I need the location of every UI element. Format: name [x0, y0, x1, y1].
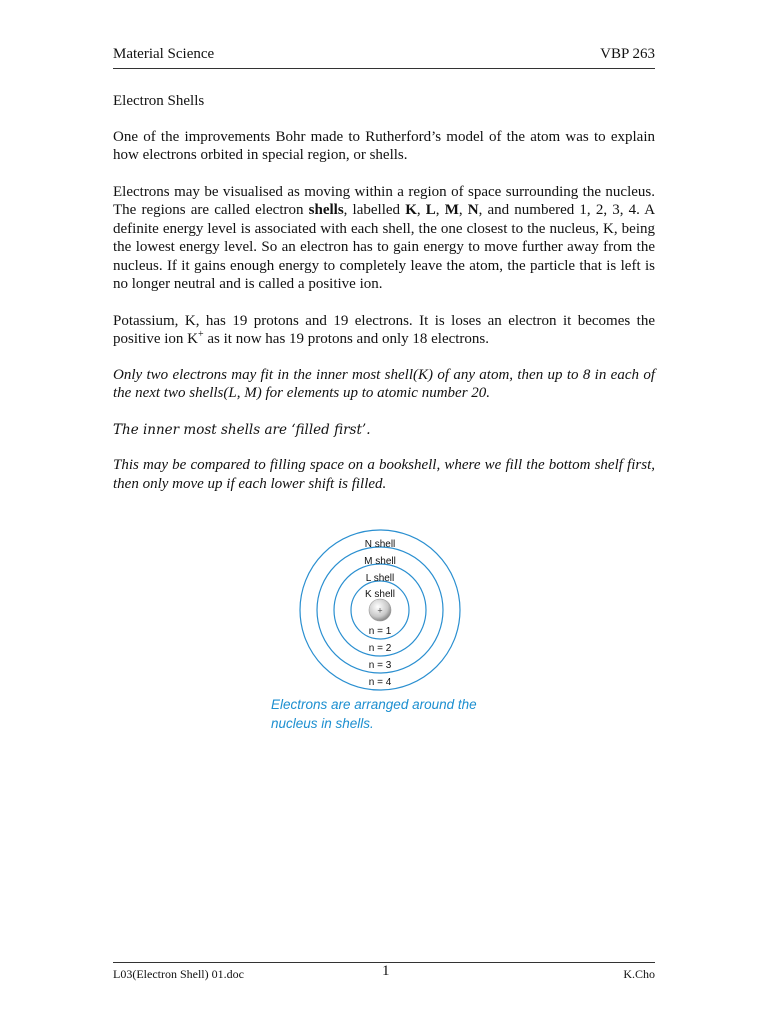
bold-k: K [405, 202, 417, 218]
caption-line: nucleus in shells. [271, 716, 374, 731]
bold-n: N [467, 202, 479, 218]
electron-shell-diagram [298, 528, 462, 692]
text-run: , [416, 202, 426, 218]
level-label-n4: n = 4 [368, 677, 392, 688]
diagram-caption [271, 695, 511, 733]
nucleus-plus-sign: + [377, 605, 383, 616]
page-number: 1 [382, 963, 390, 979]
m-shell-label: M shell [364, 556, 396, 567]
paragraph-shells [113, 183, 655, 294]
paragraph-bookshelf: This may be compared to filling space on a bookshell, where we fill the bottom shelf first, then only move up if each lower shift is filled. [113, 457, 655, 492]
footer-author: K.Cho [623, 967, 655, 981]
text-run: as it now has 19 protons and only 18 electrons. [203, 331, 490, 347]
paragraph-bohr: One of the improvements Bohr made to Rutherford’s model of the atom was to explain how electrons orbited in special region, or shells. [113, 128, 655, 163]
superscript-plus: + [198, 329, 204, 340]
section-heading: Electron Shells [113, 93, 205, 109]
document-body [113, 92, 655, 493]
header-course-title: Material Science [113, 46, 215, 62]
bold-m: M [444, 202, 459, 218]
level-label-n1: n = 1 [368, 626, 392, 637]
paragraph-shell-capacity: Only two electrons may fit in the inner most shell(K) of any atom, then up to 8 in each of the next two shells(L, M) for elements up to atomic number 20. [113, 366, 655, 401]
text-run: , and numbered 1, 2, 3, 4. A definite energy level is associated with each shell, the one closest to the nucleus, K, being the lowest energy level. So an electron has to gain energy to move further away from the nucleus. If it gains enough energy to completely leave the atom, the particle that is left is no longer neutral and is called a positive ion. [113, 202, 656, 292]
header-course-code: VBP 263 [600, 46, 655, 62]
paragraph-filled-first: The inner most shells are ‘filled first’. [113, 421, 371, 438]
text-run: , [458, 202, 468, 218]
level-label-n3: n = 3 [368, 660, 392, 671]
n-shell-label: N shell [364, 539, 396, 550]
text-run: Electrons may be visualised as moving within a region of space surrounding the nucleus. The regions are called electron [113, 183, 655, 218]
footer-filename: L03(Electron Shell) 01.doc [113, 967, 244, 981]
k-shell-label: K shell [364, 589, 396, 600]
level-label-n2: n = 2 [368, 643, 392, 654]
paragraph-potassium [113, 312, 655, 349]
text-run: , labelled [343, 202, 406, 218]
page-footer [113, 962, 655, 981]
page-header [113, 46, 655, 69]
text-run: , [435, 202, 445, 218]
l-shell-label: L shell [365, 573, 395, 584]
bold-l: L [425, 202, 436, 218]
text-run: Potassium, K, has 19 protons and 19 electrons. It is loses an electron it becomes the positive ion K [113, 312, 655, 347]
bold-shells: shells [308, 202, 344, 218]
caption-line: Electrons are arranged around the [271, 697, 477, 712]
